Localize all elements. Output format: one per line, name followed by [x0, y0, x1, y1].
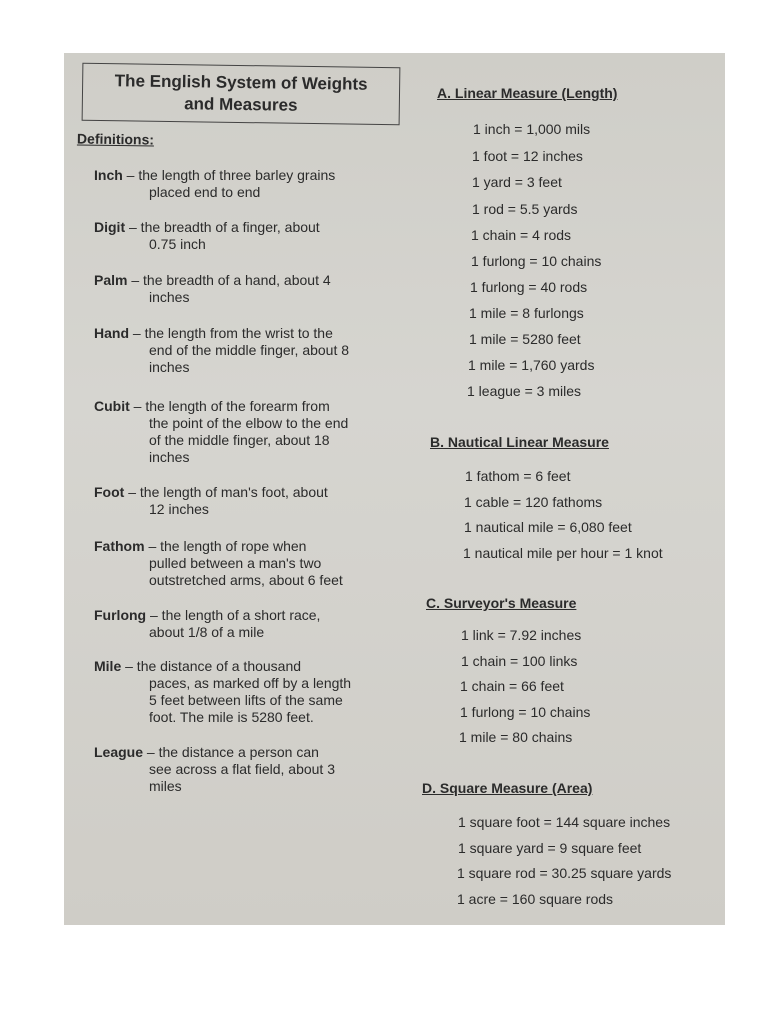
section-a-entry: 1 mile = 5280 feet: [469, 331, 581, 347]
definition-text: – the breadth of a hand, about 4: [127, 272, 331, 288]
section-c-heading: C. Surveyor's Measure: [426, 595, 577, 611]
section-d-heading: D. Square Measure (Area): [422, 780, 593, 796]
page-title-line-1: The English System of Weights: [114, 71, 368, 94]
definition-text: 0.75 inch: [149, 236, 206, 252]
definition-text: – the length of a short race,: [146, 607, 321, 623]
section-c-entry: 1 mile = 80 chains: [459, 729, 573, 745]
section-a-entry: 1 inch = 1,000 mils: [473, 121, 591, 137]
definition-fathom: [94, 538, 409, 589]
definition-text: – the breadth of a finger, about: [125, 219, 320, 235]
definition-term: Cubit: [94, 398, 130, 414]
section-b-entry: 1 cable = 120 fathoms: [464, 494, 603, 510]
definition-term: Mile: [94, 658, 122, 674]
definition-text: of the middle finger, about 18: [149, 432, 330, 448]
definition-cubit: [94, 398, 409, 466]
section-a-entry: 1 mile = 8 furlongs: [469, 305, 584, 321]
definition-term: Furlong: [94, 607, 147, 623]
definition-text: – the length of the forearm from: [129, 398, 330, 414]
definition-text: – the length of rope when: [144, 538, 307, 554]
section-a-entry: 1 mile = 1,760 yards: [468, 357, 595, 373]
section-b-entry: 1 nautical mile per hour = 1 knot: [463, 545, 663, 561]
definitions-heading: Definitions:: [76, 130, 155, 148]
section-a-entry: 1 chain = 4 rods: [471, 227, 572, 243]
definition-text: about 1/8 of a mile: [149, 624, 265, 640]
definition-term: Palm: [94, 272, 128, 288]
definition-term: Hand: [94, 325, 129, 341]
definition-text: foot. The mile is 5280 feet.: [149, 709, 314, 725]
definition-term: Inch: [94, 167, 123, 183]
section-a-heading: A. Linear Measure (Length): [437, 85, 618, 101]
definition-text: – the distance of a thousand: [121, 658, 302, 674]
section-b-entry: 1 fathom = 6 feet: [465, 468, 571, 484]
section-d-entry: 1 acre = 160 square rods: [457, 891, 614, 907]
definition-inch: [94, 167, 409, 201]
definition-digit: [94, 219, 409, 253]
definition-hand: [94, 325, 409, 376]
section-c-entry: 1 chain = 66 feet: [460, 678, 564, 694]
section-a-entry: 1 yard = 3 feet: [472, 174, 562, 190]
definition-text: pulled between a man's two: [149, 555, 322, 571]
section-a-entry: 1 furlong = 40 rods: [470, 279, 588, 295]
section-a-entry: 1 furlong = 10 chains: [471, 253, 602, 269]
section-a-entry: 1 rod = 5.5 yards: [472, 201, 578, 217]
definition-text: paces, as marked off by a length: [149, 675, 352, 691]
section-d-entry: 1 square foot = 144 square inches: [458, 814, 671, 830]
section-b-entry: 1 nautical mile = 6,080 feet: [464, 519, 632, 535]
section-a-entry: 1 league = 3 miles: [467, 383, 582, 399]
definition-text: – the length from the wrist to the: [129, 325, 333, 341]
section-a-entry: 1 foot = 12 inches: [472, 148, 583, 164]
definition-mile: [94, 658, 409, 726]
section-b-heading: B. Nautical Linear Measure: [430, 434, 609, 450]
page-title-line-2: and Measures: [184, 94, 298, 115]
section-d-entry: 1 square yard = 9 square feet: [458, 840, 642, 856]
definition-text: inches: [149, 359, 190, 375]
section-c-entry: 1 furlong = 10 chains: [460, 704, 591, 720]
definition-foot: [94, 484, 409, 518]
definition-text: miles: [149, 778, 182, 794]
document-page: [64, 53, 725, 925]
definition-text: the point of the elbow to the end: [149, 415, 349, 431]
definition-term: Digit: [94, 219, 126, 235]
definition-term: League: [94, 744, 144, 760]
page-title-box: [82, 63, 401, 125]
definition-text: inches: [149, 449, 190, 465]
definition-text: end of the middle finger, about 8: [149, 342, 350, 358]
definition-text: 12 inches: [149, 501, 209, 517]
definition-text: – the length of man's foot, about: [124, 484, 328, 500]
definition-text: see across a flat field, about 3: [149, 761, 335, 777]
definition-term: Foot: [94, 484, 125, 500]
section-c-entry: 1 chain = 100 links: [461, 653, 578, 669]
definition-palm: [94, 272, 409, 306]
definition-text: placed end to end: [149, 184, 261, 200]
definition-text: – the distance a person can: [143, 744, 319, 760]
definition-text: – the length of three barley grains: [122, 167, 336, 183]
definition-text: outstretched arms, about 6 feet: [149, 572, 343, 588]
section-d-entry: 1 square rod = 30.25 square yards: [457, 865, 672, 881]
definition-text: 5 feet between lifts of the same: [149, 692, 343, 708]
definition-furlong: [94, 607, 409, 641]
definition-term: Fathom: [94, 538, 145, 554]
definition-league: [94, 744, 409, 795]
section-c-entry: 1 link = 7.92 inches: [461, 627, 582, 643]
definition-text: inches: [149, 289, 190, 305]
